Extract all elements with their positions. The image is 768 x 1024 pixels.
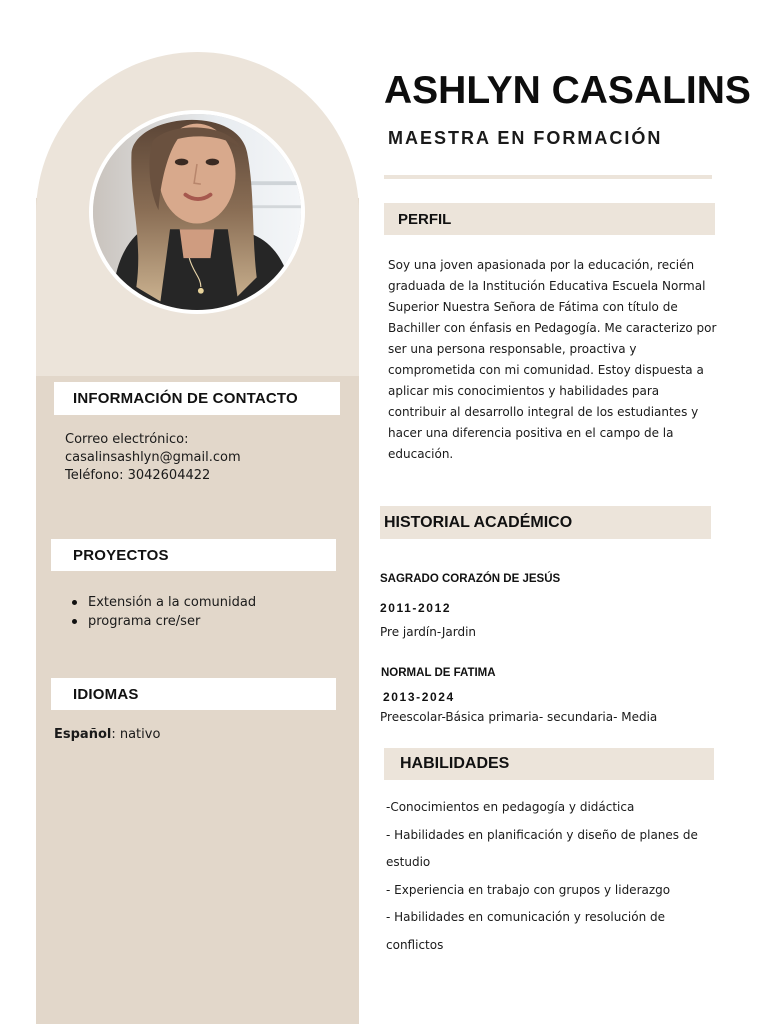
- list-item: [70, 612, 350, 631]
- languages-heading-text: IDIOMAS: [73, 685, 139, 703]
- language-name: Español: [54, 727, 112, 742]
- list-item: -Conocimientos en pedagogía y didáctica: [386, 800, 635, 814]
- contact-heading: [54, 382, 340, 415]
- school-level: Preescolar-Básica primaria- secundaria- Media: [380, 710, 658, 724]
- profile-heading: [384, 203, 715, 235]
- school-years: 2013-2024: [383, 690, 455, 704]
- list-item: [70, 593, 350, 612]
- school-name: SAGRADO CORAZÓN DE JESÚS: [380, 573, 561, 585]
- project-label: programa cre/ser: [88, 614, 201, 629]
- title-divider: [384, 175, 712, 179]
- skills-heading: [384, 748, 714, 780]
- education-heading: [380, 506, 711, 539]
- projects-heading: [51, 539, 336, 571]
- projects-heading-text: PROYECTOS: [73, 546, 169, 564]
- languages-heading: [51, 678, 336, 710]
- language-level: : nativo: [111, 727, 161, 742]
- list-item: - Habilidades en comunicación y resolución de conflictos: [386, 910, 665, 952]
- skills-list: [386, 794, 716, 959]
- school-level: Pre jardín-Jardin: [380, 625, 477, 639]
- education-heading-text: HISTORIAL ACADÉMICO: [384, 513, 573, 531]
- bullet-icon: [72, 600, 77, 605]
- email-label: Correo electrónico:: [65, 432, 189, 447]
- projects-list: [70, 593, 350, 631]
- project-label: Extensión a la comunidad: [88, 595, 257, 610]
- profile-photo: [89, 110, 305, 314]
- language-entry: [54, 727, 160, 742]
- skills-heading-text: HABILIDADES: [400, 755, 510, 772]
- email-address: casalinsashlyn@gmail.com: [65, 450, 241, 465]
- school-name: NORMAL DE FATIMA: [381, 667, 496, 679]
- profile-photo-illustration: [93, 114, 301, 310]
- job-title: MAESTRA EN FORMACIÓN: [388, 128, 663, 148]
- contact-details: [65, 431, 355, 485]
- list-item: - Habilidades en planificación y diseño de planes de estudio: [386, 827, 698, 869]
- page-title: ASHLYN CASALINS: [384, 69, 751, 112]
- school-years: 2011-2012: [380, 601, 452, 615]
- profile-heading-text: PERFIL: [398, 210, 452, 228]
- phone-number: Teléfono: 3042604422: [65, 468, 211, 483]
- profile-paragraph: Soy una joven apasionada por la educación, recién graduada de la Institución Educativa Escuela Normal Superior Nuestra Señora de Fátima con título de Bachiller con énfasis en Pedagogía. Me caracterizo por ser una persona responsable, proactiva y comprometida con mi comunidad. Estoy dispuesta a aplicar mis conocimientos y habilidades para contribuir al desarrollo integral de los estudiantes y hacer una diferencia positiva en el campo de la educación.: [388, 258, 717, 461]
- bullet-icon: [72, 619, 77, 624]
- contact-heading-text: INFORMACIÓN DE CONTACTO: [73, 390, 298, 407]
- list-item: - Experiencia en trabajo con grupos y liderazgo: [386, 882, 671, 897]
